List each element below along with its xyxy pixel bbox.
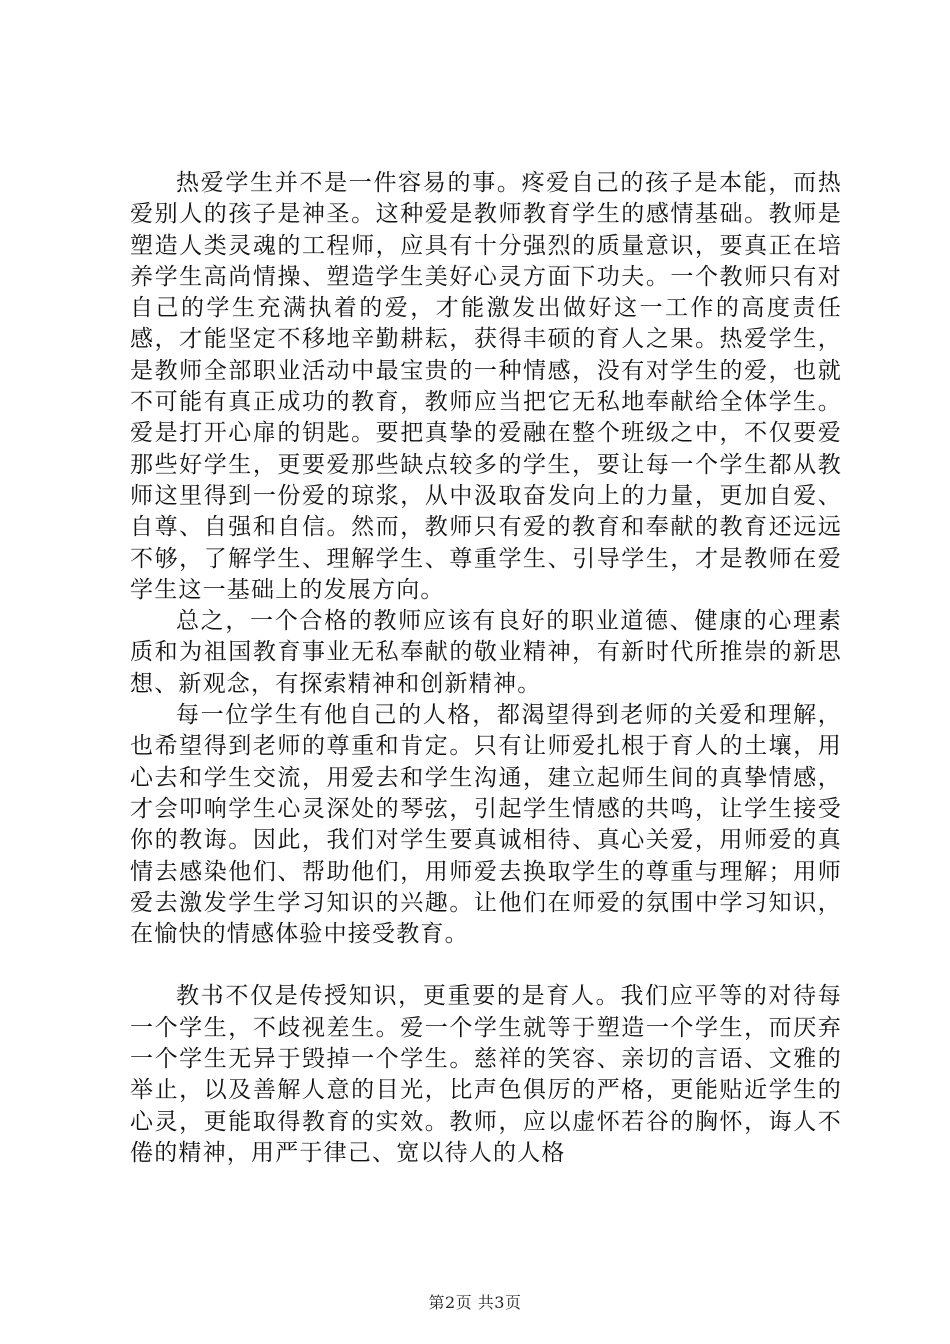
- paragraph-student-personality: 每一位学生有他自己的人格，都渴望得到老师的关爱和理解，也希望得到老师的尊重和肯定。只有让师爱扎根于育人的土壤，用心去和学生交流，用爱去和学生沟通，建立起师生间的真挚情感，才会叩响学生心灵深处的琴弦，引起学生情感的共鸣，让学生接受你的教诲。因此，我们对学生要真诚相待、真心关爱，用师爱的真情去感染他们、帮助他们，用师爱去换取学生的尊重与理解；用师爱去激发学生学习知识的兴趣。让他们在师爱的氛围中学习知识，在愉快的情感体验中接受教育。: [130, 702, 842, 948]
- paragraph-love-students: 热爱学生并不是一件容易的事。疼爱自己的孩子是本能，而热爱别人的孩子是神圣。这种爱是教师教育学生的感情基础。教师是塑造人类灵魂的工程师，应具有十分强烈的质量意识，要真正在培养学生高尚情操、塑造学生美好心灵方面下功夫。一个教师只有对自己的学生充满执着的爱，才能激发出做好这一工作的高度责任感，才能坚定不移地辛勤耕耘，获得丰硕的育人之果。热爱学生，是教师全部职业活动中最宝贵的一种情感，没有对学生的爱，也就不可能有真正成功的教育，教师应当把它无私地奉献给全体学生。爱是打开心扉的钥匙。要把真挚的爱融在整个班级之中，不仅要爱那些好学生，更要爱那些缺点较多的学生，要让每一个学生都从教师这里得到一份爱的琼浆，从中汲取奋发向上的力量，更加自爱、自尊、自强和自信。然而，教师只有爱的教育和奉献的教育还远远不够，了解学生、理解学生、尊重学生、引导学生，才是教师在爱学生这一基础上的发展方向。: [130, 170, 842, 603]
- paragraph-teaching-and-educating: 教书不仅是传授知识，更重要的是育人。我们应平等的对待每一个学生，不歧视差生。爱一个学生就等于塑造一个学生，而厌弃一个学生无异于毁掉一个学生。慈祥的笑容、亲切的言语、文雅的举止，以及善解人意的目光，比声色俱厉的严格，更能贴近学生的心灵，更能取得教育的实效。教师，应以虚怀若谷的胸怀，诲人不倦的精神，用严于律己、宽以待人的人格: [130, 983, 842, 1166]
- page-footer: 第2页 共3页: [428, 1293, 522, 1312]
- document-body: [130, 168, 842, 1169]
- paragraph-summary: 总之，一个合格的教师应该有良好的职业道德、健康的心理素质和为祖国教育事业无私奉献的敬业精神，有新时代所推崇的新思想、新观念，有探索精神和创新精神。: [130, 608, 842, 697]
